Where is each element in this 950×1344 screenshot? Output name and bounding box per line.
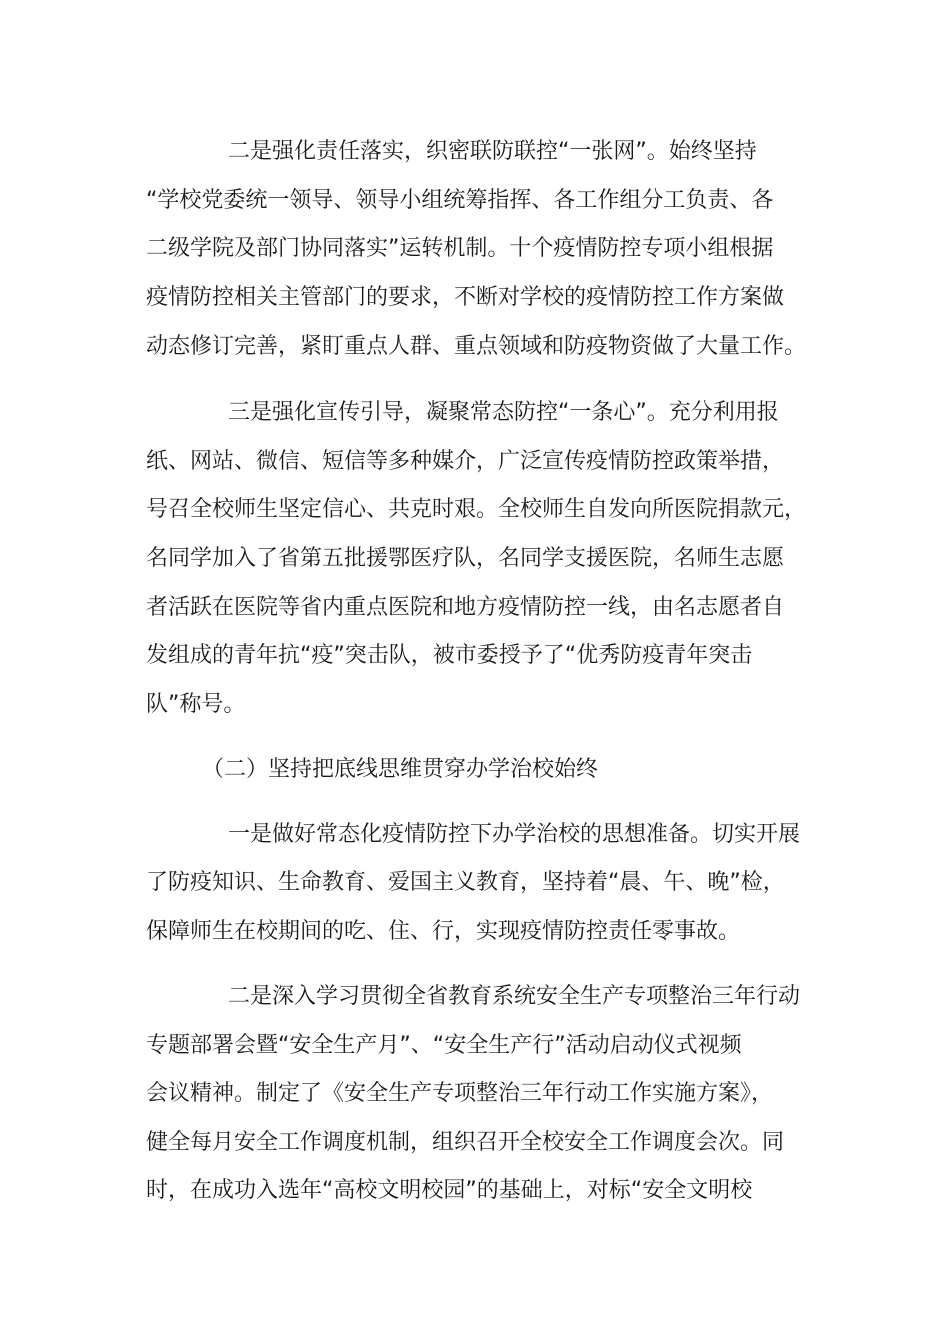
paragraph-2-line-1: 三是强化宣传引导，凝聚常态防控“一条心”。充分利用报	[228, 400, 779, 425]
paragraph-4-line-3: 会议精神。制定了《安全生产专项整治三年行动工作实施方案》，	[146, 1081, 774, 1106]
paragraph-2-line-7: 队”称号。	[146, 692, 246, 717]
paragraph-1-line-4: 疫情防控相关主管部门的要求，不断对学校的疫情防控工作方案做	[146, 285, 785, 310]
paragraph-1-line-1: 二是强化责任落实，织密联防联控“一张网”。始终坚持	[228, 139, 757, 164]
paragraph-1-line-3: 二级学院及部门协同落实”运转机制。十个疫情防控专项小组根据	[146, 236, 774, 261]
paragraph-4-line-5: 时，在成功入选年“高校文明校园”的基础上，对标“安全文明校	[146, 1178, 753, 1203]
paragraph-4-line-2: 专题部署会暨“安全生产月”、“安全生产行”活动启动仪式视频	[146, 1033, 742, 1058]
paragraph-3-line-3: 保障师生在校期间的吃、住、行，实现疫情防控责任零事故。	[146, 919, 741, 944]
paragraph-2-line-6: 发组成的青年抗“疫”突击队，被市委授予了“优秀防疫青年突击	[146, 643, 753, 668]
paragraph-1-line-5: 动态修订完善，紧盯重点人群、重点领域和防疫物资做了大量工作。	[146, 334, 806, 359]
paragraph-2-line-4: 名同学加入了省第五批援鄂医疗队，名同学支援医院，名师生志愿	[146, 546, 785, 571]
paragraph-3-line-2: 了防疫知识、生命教育、爱国主义教育，坚持着“晨、午、晚”检，	[146, 870, 785, 895]
paragraph-4-line-4: 健全每月安全工作调度机制，组织召开全校安全工作调度会次。同	[146, 1130, 785, 1155]
paragraph-2-line-5: 者活跃在医院等省内重点医院和地方疫情防控一线，由名志愿者自	[146, 595, 785, 620]
paragraph-2-line-2: 纸、网站、微信、短信等多种媒介，广泛宣传疫情防控政策举措，	[146, 449, 785, 474]
paragraph-3-line-1: 一是做好常态化疫情防控下办学治校的思想准备。切实开展	[228, 822, 801, 847]
paragraph-1-line-2: “学校党委统一领导、领导小组统筹指挥、各工作组分工负责、各	[146, 188, 774, 213]
paragraph-4-line-1: 二是深入学习贯彻全省教育系统安全生产专项整治三年行动	[228, 984, 801, 1009]
section-heading: （二）坚持把底线思维贯穿办学治校始终	[202, 757, 599, 782]
paragraph-2-line-3: 号召全校师生坚定信心、共克时艰。全校师生自发向所医院捐款元，	[146, 497, 806, 522]
